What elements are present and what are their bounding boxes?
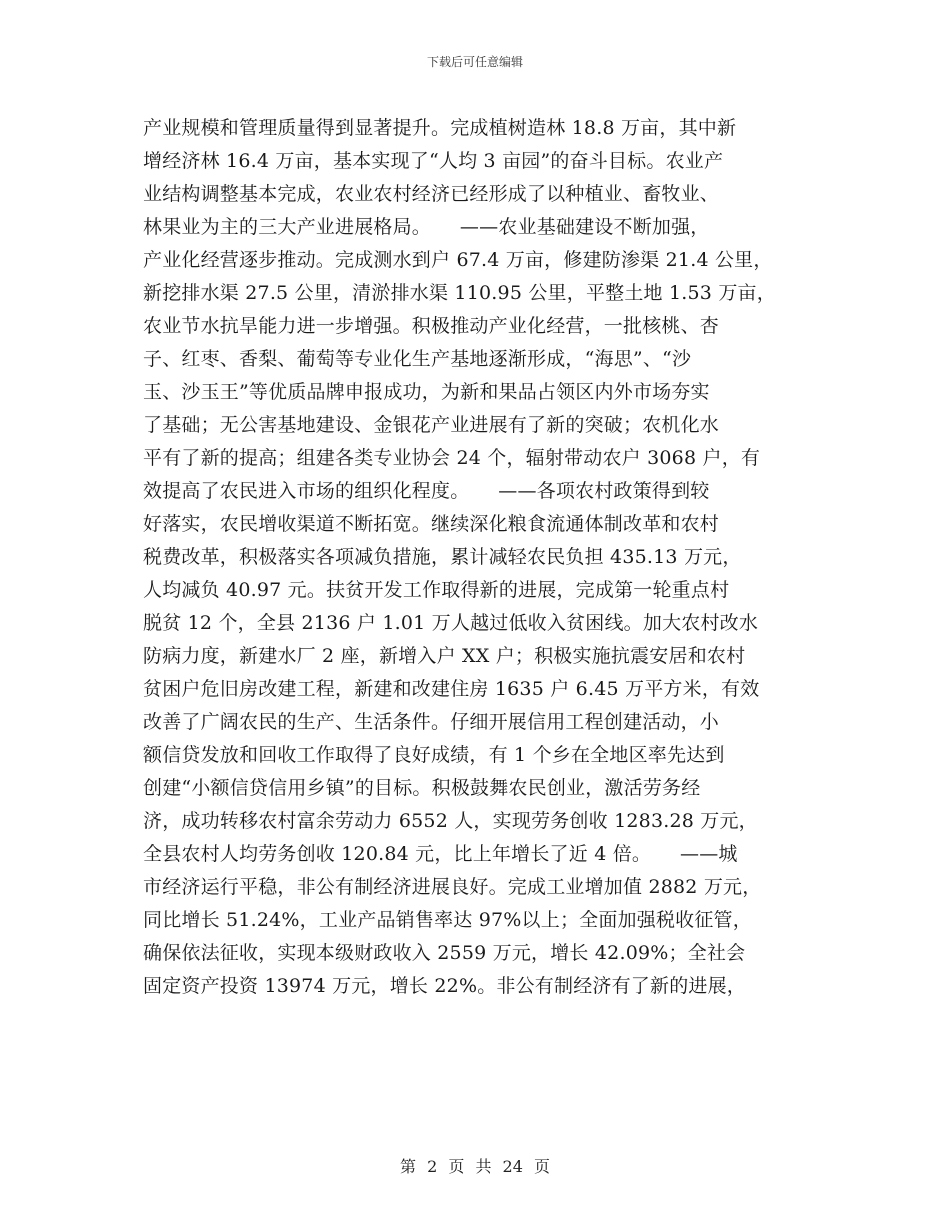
- text-line: 玉、沙玉王”等优质品牌申报成功，为新和果品占领区内外市场夯实: [143, 381, 710, 403]
- text-line: 人均减负 40.97 元。扶贫开发工作取得新的进展，完成第一轮重点村: [143, 579, 730, 601]
- text-line: 业结构调整基本完成，农业农村经济已经形成了以种植业、畜牧业、: [143, 183, 720, 205]
- text-line: 确保依法征收，实现本级财政收入 2559 万元，增长 42.09%；全社会: [143, 942, 746, 964]
- text-line: 同比增长 51.24%，工业产品销售率达 97%以上；全面加强税收征管，: [143, 909, 752, 931]
- text-line: 防病力度，新建水厂 2 座，新增入户 XX 户；积极实施抗震安居和农村: [143, 645, 746, 667]
- text-line: 好落实，农民增收渠道不断拓宽。继续深化粮食流通体制改革和农村: [143, 513, 720, 535]
- text-line: 效提高了农民进入市场的组织化程度。 ——各项农村政策得到较: [143, 480, 710, 502]
- document-body: [143, 112, 823, 1003]
- text-line: 了基础；无公害基地建设、金银花产业进展有了新的突破；农机化水: [143, 414, 720, 436]
- text-line: 新挖排水渠 27.5 公里，清淤排水渠 110.95 公里，平整土地 1.53 万亩，: [143, 282, 776, 304]
- text-line: 贫困户危旧房改建工程，新建和改建住房 1635 户 6.45 万平方米，有效: [143, 678, 760, 700]
- text-line: 市经济运行平稳，非公有制经济进展良好。完成工业增加值 2882 万元，: [143, 876, 762, 898]
- text-line: 济，成功转移农村富余劳动力 6552 人，实现劳务创收 1283.28 万元，: [143, 810, 758, 832]
- text-line: 固定资产投资 13974 万元，增长 22%。非公有制经济有了新的进展，: [143, 975, 746, 997]
- text-line: 平有了新的提高；组建各类专业协会 24 个，辐射带动农户 3068 户，有: [143, 447, 761, 469]
- page-header-note: 下载后可任意编辑: [426, 55, 523, 69]
- page-number-footer: 第 2 页 共 24 页: [400, 1157, 550, 1176]
- text-line: 全县农村人均劳务创收 120.84 元，比上年增长了近 4 倍。 ——城: [143, 843, 738, 865]
- text-line: 子、红枣、香梨、葡萄等专业化生产基地逐渐形成，“海思”、“沙: [143, 348, 692, 370]
- text-line: 林果业为主的三大产业进展格局。 ——农业基础建设不断加强，: [143, 216, 710, 238]
- text-line: 税费改革，积极落实各项减负措施，累计减轻农民负担 435.13 万元，: [143, 546, 742, 568]
- text-line: 增经济林 16.4 万亩，基本实现了“人均 3 亩园”的奋斗目标。农业产: [143, 150, 724, 172]
- text-line: 产业化经营逐步推动。完成测水到户 67.4 万亩，修建防渗渠 21.4 公里，: [143, 249, 773, 271]
- text-line: 额信贷发放和回收工作取得了良好成绩，有 1 个乡在全地区率先达到: [143, 744, 725, 766]
- text-line: 农业节水抗旱能力进一步增强。积极推动产业化经营，一批核桃、杏: [143, 315, 720, 337]
- text-line: 产业规模和管理质量得到显著提升。完成植树造林 18.8 万亩，其中新: [143, 117, 737, 139]
- text-line: 创建“小额信贷信用乡镇”的目标。积极鼓舞农民创业，激活劳务经: [143, 777, 701, 799]
- text-line: 改善了广阔农民的生产、生活条件。仔细开展信用工程创建活动，小: [143, 711, 720, 733]
- text-line: 脱贫 12 个，全县 2136 户 1.01 万人越过低收入贫困线。加大农村改水: [143, 612, 759, 634]
